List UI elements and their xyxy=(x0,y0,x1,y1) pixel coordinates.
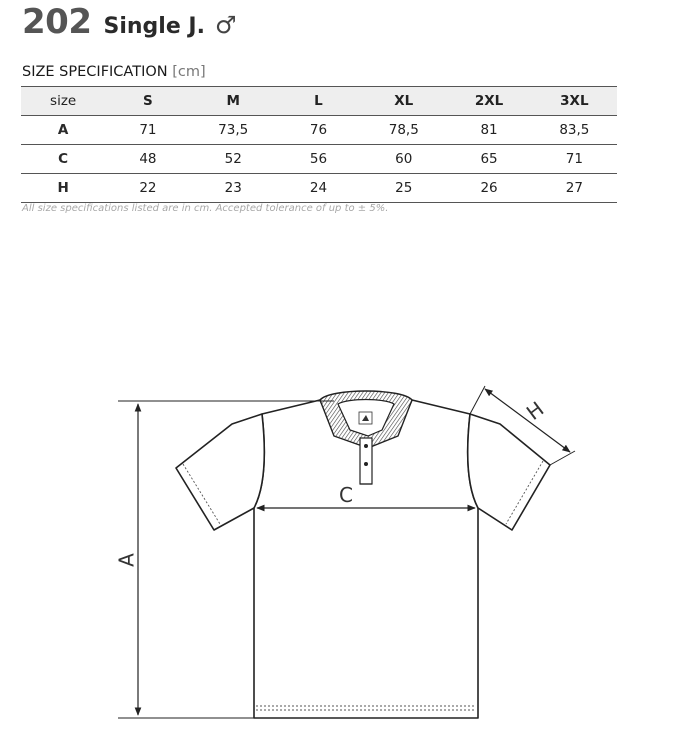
product-code: 202 xyxy=(22,2,92,42)
table-cell: 65 xyxy=(446,145,531,174)
table-cell: 56 xyxy=(276,145,361,174)
table-cell: 83,5 xyxy=(532,116,617,145)
table-cell: 81 xyxy=(446,116,531,145)
table-cell: 76 xyxy=(276,116,361,145)
dimension-c-label: C xyxy=(339,483,353,507)
table-cell: 73,5 xyxy=(191,116,276,145)
header-cell-l: L xyxy=(276,87,361,116)
header-cell-m: M xyxy=(191,87,276,116)
dimension-a-label: A xyxy=(114,553,139,567)
table-cell: 78,5 xyxy=(361,116,446,145)
table-cell: 24 xyxy=(276,174,361,203)
row-label: A xyxy=(21,116,105,145)
table-cell: 27 xyxy=(532,174,617,203)
header-cell-xl: XL xyxy=(361,87,446,116)
size-spec-title: SIZE SPECIFICATION xyxy=(22,64,168,80)
tolerance-note: All size specifications listed are in cm. Accepted tolerance of up to ± 5%. xyxy=(22,203,389,214)
row-label: C xyxy=(21,145,105,174)
button-placket xyxy=(360,438,372,484)
size-spec-unit: [cm] xyxy=(172,64,206,80)
table-cell: 60 xyxy=(361,145,446,174)
table-cell: 71 xyxy=(105,116,190,145)
table-cell: 26 xyxy=(446,174,531,203)
male-icon: ♂ xyxy=(214,11,237,39)
table-cell: 22 xyxy=(105,174,190,203)
table-cell: 71 xyxy=(532,145,617,174)
header-cell-size: size xyxy=(21,87,105,116)
brand-label-icon xyxy=(359,412,372,424)
header-cell-s: S xyxy=(105,87,190,116)
header-cell-2xl: 2XL xyxy=(446,87,531,116)
row-label: H xyxy=(21,174,105,203)
table-cell: 23 xyxy=(191,174,276,203)
table-cell: 48 xyxy=(105,145,190,174)
dimension-h-label: H xyxy=(521,396,549,425)
header-cell-3xl: 3XL xyxy=(532,87,617,116)
table-cell: 25 xyxy=(361,174,446,203)
table-cell: 52 xyxy=(191,145,276,174)
product-name: Single J. xyxy=(103,14,205,39)
